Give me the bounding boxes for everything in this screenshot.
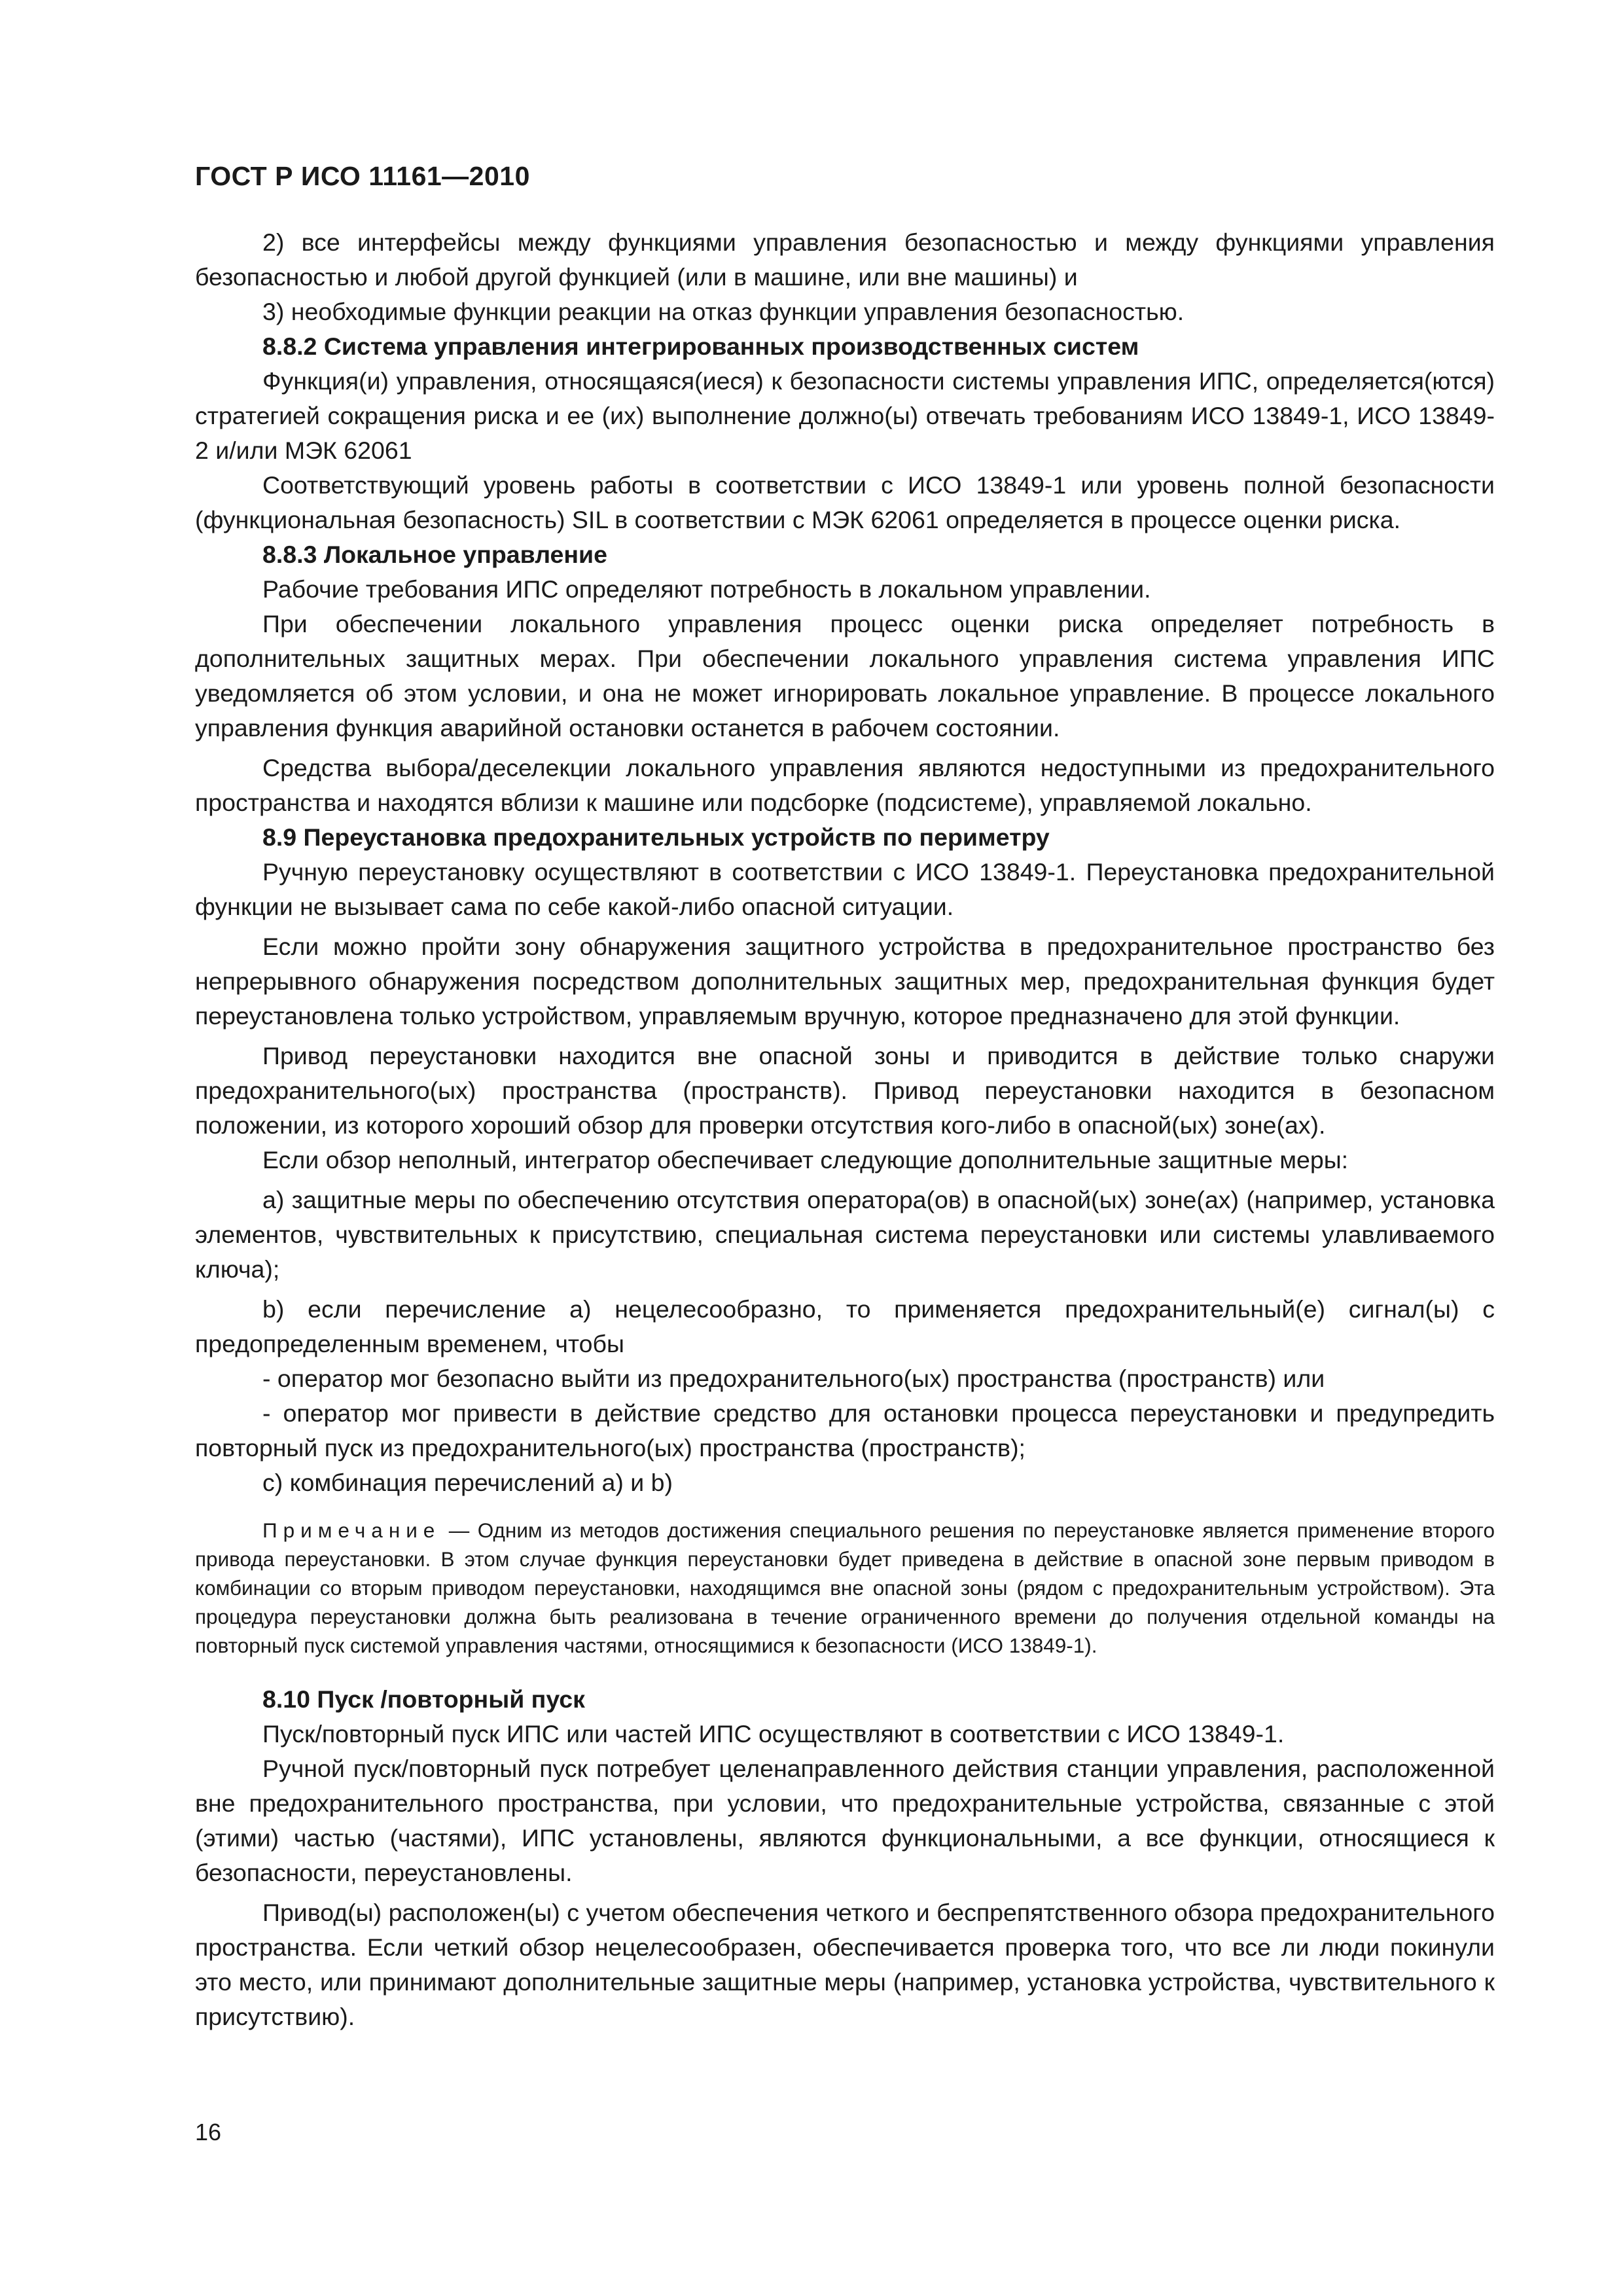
section-heading-8-10: 8.10 Пуск /повторный пуск (262, 1685, 585, 1713)
paragraph: Привод переустановки находится вне опасной зоны и приводится в действие только снаружи предохранительного(ых) пространства (пространств). Привод переустановки находится в безопасном положении, из которого хороший обзор для проверки отсутствия кого-либо в опасной(ых) зоне(ах). (195, 1042, 1495, 1139)
paragraph: Ручной пуск/повторный пуск потребует целенаправленного действия станции управления, расположенной вне предохранительного пространства, при условии, что предохранительные устройства, связанные с этой (этими) частью (частями), ИПС установлены, являются функциональными, а все функции, относящиеся к безопасности, переустановлены. (195, 1755, 1495, 1886)
paragraph: Если обзор неполный, интегратор обеспечивает следующие дополнительные защитные меры: (262, 1146, 1349, 1174)
paragraph: Привод(ы) расположен(ы) с учетом обеспечения четкого и беспрепятственного обзора предохранительного пространства. Если четкий обзор нецелесообразен, обеспечивается проверка того, что все ли люди покинули это место, или принимают дополнительные защитные меры (например, установка устройства, чувствительного к присутствию). (195, 1899, 1495, 2030)
section-heading-8-8-2: 8.8.2 Система управления интегрированных производственных систем (262, 332, 1139, 360)
section-heading-8-8-3: 8.8.3 Локальное управление (262, 541, 607, 568)
paragraph: Средства выбора/деселекции локального управления являются недоступными из предохранительного пространства и находятся вблизи к машине или подсборке (подсистеме), управляемой локально. (195, 754, 1495, 816)
list-item-dash: - оператор мог привести в действие средство для остановки процесса переустановки и предупредить повторный пуск из предохранительного(ых) пространства (пространств); (195, 1399, 1495, 1462)
paragraph: Соответствующий уровень работы в соответствии с ИСО 13849-1 или уровень полной безопасности (функциональная безопасность) SIL в соответствии с МЭК 62061 определяется в процессе оценки риска. (195, 471, 1495, 533)
paragraph: Ручную переустановку осуществляют в соответствии с ИСО 13849-1. Переустановка предохранительной функции не вызывает сама по себе какой-либо опасной ситуации. (195, 858, 1495, 920)
note-label: Примечание (262, 1518, 441, 1542)
paragraph: Если можно пройти зону обнаружения защитного устройства в предохранительное пространство без непрерывного обнаружения посредством дополнительных защитных мер, предохранительная функция будет переустановлена только устройством, управляемым вручную, которое предназначено для этой функции. (195, 933, 1495, 1030)
list-item-c: c) комбинация перечислений a) и b) (262, 1469, 673, 1496)
list-item-a: a) защитные меры по обеспечению отсутствия оператора(ов) в опасной(ых) зоне(ах) (например, установка элементов, чувствительных к присутствию, специальная система переустановки или системы улавливаемого ключа); (195, 1186, 1495, 1283)
paragraph: Рабочие требования ИПС определяют потребность в локальном управлении. (262, 575, 1151, 603)
list-item-2: 2) все интерфейсы между функциями управления безопасностью и между функциями управления безопасностью и любой другой функцией (или в машине, или вне машины) и (195, 228, 1495, 291)
note-text: — Одним из методов достижения специального решения по переустановке является применение второго привода переустановки. В этом случае функция переустановки будет приведена в действие в опасной зоне первым приводом в комбинации со вторым приводом переустановки, находящимся вне опасной зоны (рядом с предохранительным устройством). Эта процедура переустановки должна быть реализована в течение ограниченного времени до получения отдельной команды на повторный пуск системой управления частями, относящимися к безопасности (ИСО 13849-1). (195, 1518, 1495, 1657)
list-item-3: 3) необходимые функции реакции на отказ функции управления безопасностью. (262, 298, 1185, 325)
list-item-dash: - оператор мог безопасно выйти из предохранительного(ых) пространства (пространств) или (262, 1365, 1325, 1392)
page-number: 16 (195, 2119, 222, 2145)
paragraph: Пуск/повторный пуск ИПС или частей ИПС осуществляют в соответствии с ИСО 13849-1. (262, 1720, 1285, 1748)
paragraph: При обеспечении локального управления процесс оценки риска определяет потребность в дополнительных защитных мерах. При обеспечении локального управления система управления ИПС уведомляется об этом условии, и она не может игнорировать локальное управление. В процессе локального управления функция аварийной остановки останется в рабочем состоянии. (195, 610, 1495, 742)
section-heading-8-9: 8.9 Переустановка предохранительных устройств по периметру (262, 823, 1050, 851)
note (195, 1516, 1495, 1660)
paragraph: Функция(и) управления, относящаяся(иеся) к безопасности системы управления ИПС, определяется(ются) стратегией сокращения риска и ее (их) выполнение должно(ы) отвечать требованиям ИСО 13849-1, ИСО 13849-2 и/или МЭК 62061 (195, 367, 1495, 464)
document-body (195, 225, 1495, 2034)
list-item-b: b) если перечисление a) нецелесообразно, то применяется предохранительный(е) сигнал(ы) с предопределенным временем, чтобы (195, 1295, 1495, 1357)
document-header: ГОСТ Р ИСО 11161—2010 (195, 161, 530, 191)
